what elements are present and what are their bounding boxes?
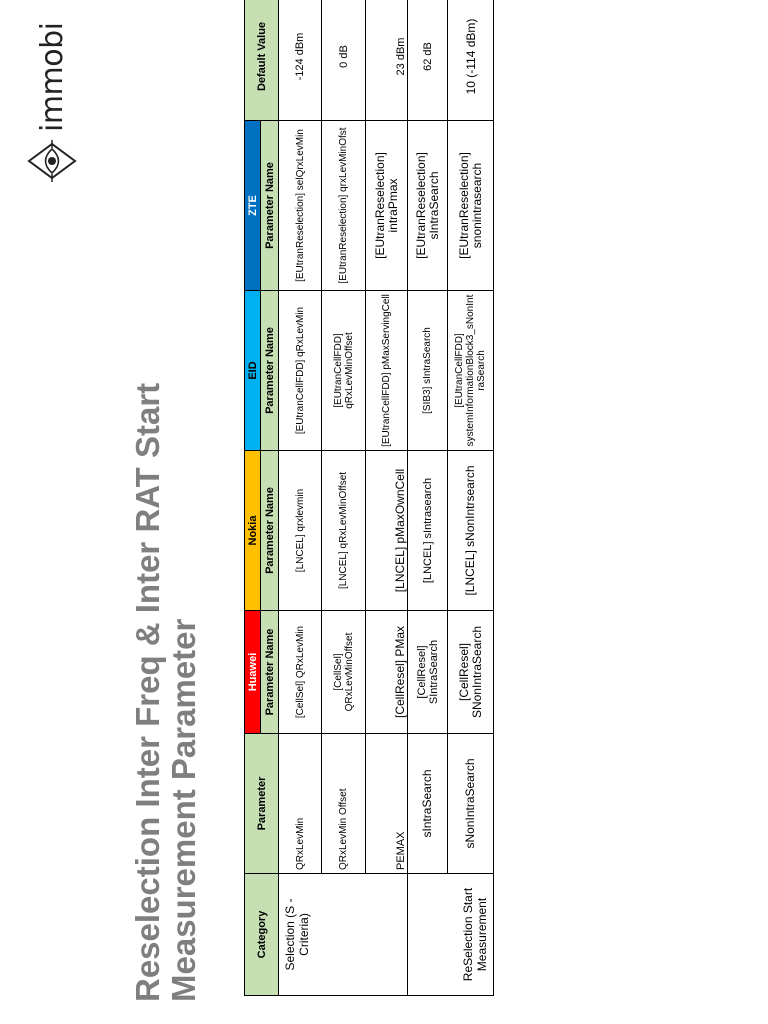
table-row — [408, 0, 448, 996]
header-param-name-huawei: Parameter Name — [261, 611, 279, 734]
header-vendor-huawei: Huawei — [245, 611, 261, 734]
eid-param-cell: [SIB3] sIntraSearch — [408, 291, 448, 451]
company-logo — [12, 14, 92, 184]
parameter-cell: QRxLevMin — [279, 734, 322, 874]
slide-title: Reselection Inter Freq & Inter RAT Start Measurement Parameter — [129, 382, 202, 1002]
table-row — [448, 0, 494, 996]
nokia-param-cell: [LNCEL] pMaxOwnCell — [366, 451, 408, 611]
vendor-header-row — [245, 0, 261, 996]
default-value-cell: 62 dB — [408, 0, 448, 121]
zte-param-cell: [EUtranReselection] qrxLevMinOfst — [322, 121, 366, 291]
header-default-value: Default Value — [245, 0, 279, 121]
default-value-cell: 0 dB — [322, 0, 366, 121]
nokia-param-cell: [LNCEL] qrxlevmin — [279, 451, 322, 611]
eid-param-cell: [EUtranCellFDD] systemInformationBlock3_sNonIntraSearch — [448, 291, 494, 451]
logo-text: immobi — [34, 22, 70, 132]
nokia-param-cell: [LNCEL] qRxLevMinOffset — [322, 451, 366, 611]
header-param-name-eid: Parameter Name — [261, 291, 279, 451]
eid-param-cell: [EUtranCellFDD] qRxLevMin — [279, 291, 322, 451]
nokia-param-cell: [LNCEL] sNonIntrsearch — [448, 451, 494, 611]
header-vendor-nokia: Nokia — [245, 451, 261, 611]
category-selection: Selection (S - Criteria) — [279, 874, 408, 996]
default-value-cell: 23 dBm — [366, 0, 408, 121]
huawei-param-cell: [CellSel] QRxLevMinOffset — [322, 611, 366, 734]
table-row — [322, 0, 366, 996]
eid-param-cell: [EUtranCellFDD] qRxLevMinOffset — [322, 291, 366, 451]
parameter-table — [244, 0, 494, 996]
default-value-cell: -124 dBm — [279, 0, 322, 121]
default-value-cell: 10 (-114 dBm) — [448, 0, 494, 121]
zte-param-cell: [EUtranReselection] snonintrasearch — [448, 121, 494, 291]
parameter-cell: sIntraSearch — [408, 734, 448, 874]
category-reselection: ReSelection Start Measurement — [408, 874, 494, 996]
header-param-name-zte: Parameter Name — [261, 121, 279, 291]
zte-param-cell: [EUtranReselection] intraPmax — [366, 121, 408, 291]
huawei-param-cell: [CellSel] QRxLevMin — [279, 611, 322, 734]
header-vendor-zte: ZTE — [245, 121, 261, 291]
parameter-cell: QRxLevMin Offset — [322, 734, 366, 874]
zte-param-cell: [EUtranReselection] selQrxLevMin — [279, 121, 322, 291]
parameter-cell: sNonIntraSearch — [448, 734, 494, 874]
table-row — [279, 0, 322, 996]
nokia-param-cell: [LNCEL] sIntrasearch — [408, 451, 448, 611]
huawei-param-cell: [CellResel] SIntraSearch — [408, 611, 448, 734]
header-parameter: Parameter — [245, 734, 279, 874]
parameter-cell: PEMAX — [366, 734, 408, 874]
header-vendor-eid: EID — [245, 291, 261, 451]
huawei-param-cell: [CellResel] PMax — [366, 611, 408, 734]
huawei-param-cell: [CellResel] SNonIntraSearch — [448, 611, 494, 734]
zte-param-cell: [EUtranReselection] sIntraSearch — [408, 121, 448, 291]
header-category: Category — [245, 874, 279, 996]
eid-param-cell: [EUtranCellFDD] pMaxServingCell — [366, 291, 408, 451]
table-row — [366, 0, 408, 996]
header-param-name-nokia: Parameter Name — [261, 451, 279, 611]
diamond-eye-icon — [25, 138, 79, 184]
